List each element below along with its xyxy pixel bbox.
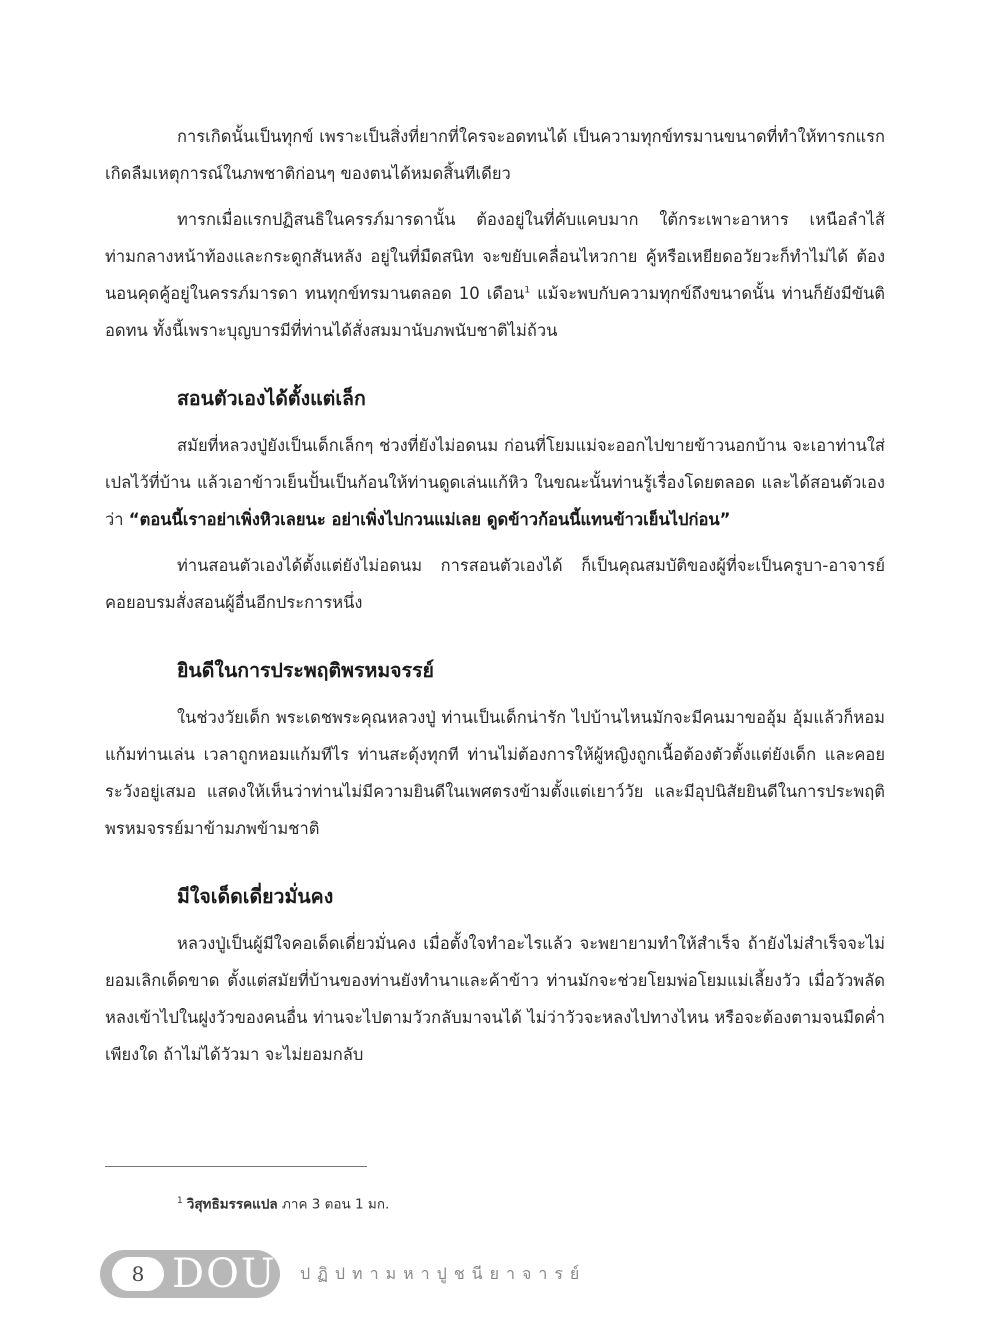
section-heading-self-teaching: สอนตัวเองได้ตั้งแต่เล็ก <box>177 387 366 410</box>
paragraph-womb <box>105 201 885 349</box>
paragraph-womb-text-a: ทารกเมื่อแรกปฏิสนธิในครรภ์มารดานั้น ต้องอยู่ในที่คับแคบมาก ใต้กระเพาะอาหาร เหนือลำไส้ท่ามกลางหน้าท้องและกระดูกสันหลัง อยู่ในที่มืดสนิท จะขยับเคลื่อนไหวกาย คู้หรือเหยียดอวัยวะก็ทำไม่ได้ ต้องนอนคุดคู้อยู่ในครรภ์มารดา ทนทุกข์ทรมานตลอด 10 เดือน <box>105 210 885 303</box>
paragraph-birth-suffering: การเกิดนั้นเป็นทุกข์ เพราะเป็นสิ่งที่ยากที่ใครจะอดทนได้ เป็นความทุกข์ทรมานขนาดที่ทำให้ทารกแรกเกิดลืมเหตุการณ์ในภพชาติก่อนๆ ของตนได้หมดสิ้นทีเดียว <box>105 127 885 183</box>
paragraph-childhood-text: สมัยที่หลวงปู่ยังเป็นเด็กเล็กๆ ช่วงที่ยังไม่อดนม ก่อนที่โยมแม่จะออกไปขายข้าวนอกบ้าน จะเอาท่านใส่เปลไว้ที่บ้าน แล้วเอาข้าวเย็นปั้นเป็นก้อนให้ท่านดูดเล่นแก้หิว ในขณะนั้นท่านรู้เรื่องโดยตลอด และได้สอนตัวเองว่า <box>105 436 885 529</box>
paragraph-childhood <box>105 427 885 538</box>
quote-self-instruction: “ตอนนี้เราอย่าเพิ่งหิวเลยนะ อย่าเพิ่งไปกวนแม่เลย ดูดข้าวก้อนนี้แทนข้าวเย็นไปก่อน” <box>128 510 731 529</box>
footnote-source-detail: ภาค 3 ตอน 1 มก. <box>277 1196 390 1213</box>
page-body <box>105 118 885 1073</box>
dou-logo: DOU <box>172 1251 277 1297</box>
course-title: ปฏิปทามหาปูชนียาจารย์ <box>300 1264 587 1283</box>
page-number: 8 <box>112 1257 164 1291</box>
paragraph-determination: หลวงปู่เป็นผู้มีใจคอเด็ดเดี่ยวมั่นคง เมื่อตั้งใจทำอะไรแล้ว จะพยายามทำให้สำเร็จ ถ้ายังไม่สำเร็จจะไม่ยอมเลิกเด็ดขาด ตั้งแต่สมัยที่บ้านของท่านยังทำนาและค้าข้าว ท่านมักจะช่วยโยมพ่อโยมแม่เลี้ยงวัว เมื่อวัวพลัดหลงเข้าไปในฝูงวัวของคนอื่น ท่านจะไปตามวัวกลับมาจนได้ ไม่ว่าวัวจะหลงไปทางไหน หรือจะต้องตามจนมืดค่ำเพียงใด ถ้าไม่ได้วัวมา จะไม่ยอมกลับ <box>105 934 885 1064</box>
footnote <box>177 1190 389 1216</box>
footnote-reference[interactable]: 1 <box>524 285 531 296</box>
paragraph-teacher-quality: ท่านสอนตัวเองได้ตั้งแต่ยังไม่อดนม การสอนตัวเองได้ ก็เป็นคุณสมบัติของผู้ที่จะเป็นครูบา-อาจารย์ คอยอบรมสั่งสอนผู้อื่นอีกประการหนึ่ง <box>105 556 885 612</box>
paragraph-celibacy: ในช่วงวัยเด็ก พระเดชพระคุณหลวงปู่ ท่านเป็นเด็กน่ารัก ไปบ้านไหนมักจะมีคนมาขออุ้ม อุ้มแล้วก็หอมแก้มท่านเล่น เวลาถูกหอมแก้มทีไร ท่านสะดุ้งทุกที ท่านไม่ต้องการให้ผู้หญิงถูกเนื้อต้องตัวตั้งแต่ยังเด็ก และคอยระวังอยู่เสมอ แสดงให้เห็นว่าท่านไม่มีความยินดีในเพศตรงข้ามตั้งแต่เยาว์วัย และมีอุปนิสัยยินดีในการประพฤติพรหมจรรย์มาข้ามภพข้ามชาติ <box>105 708 885 838</box>
footnote-divider <box>105 1166 367 1167</box>
footnote-number: 1 <box>177 1196 183 1206</box>
section-heading-determination: มีใจเด็ดเดี่ยวมั่นคง <box>177 885 334 908</box>
footer-badge <box>100 1250 280 1298</box>
footnote-source-title: วิสุทธิมรรคแปล <box>186 1196 278 1213</box>
section-heading-celibacy: ยินดีในการประพฤติพรหมจรรย์ <box>177 659 434 682</box>
paragraph-womb-text-b: แม้จะพบกับความทุกข์ถึงขนาดนั้น ท่านก็ยังมีขันติอดทน ทั้งนี้เพราะบุญบารมีที่ท่านได้สั่งสมมานับภพนับชาติไม่ถ้วน <box>105 284 885 340</box>
